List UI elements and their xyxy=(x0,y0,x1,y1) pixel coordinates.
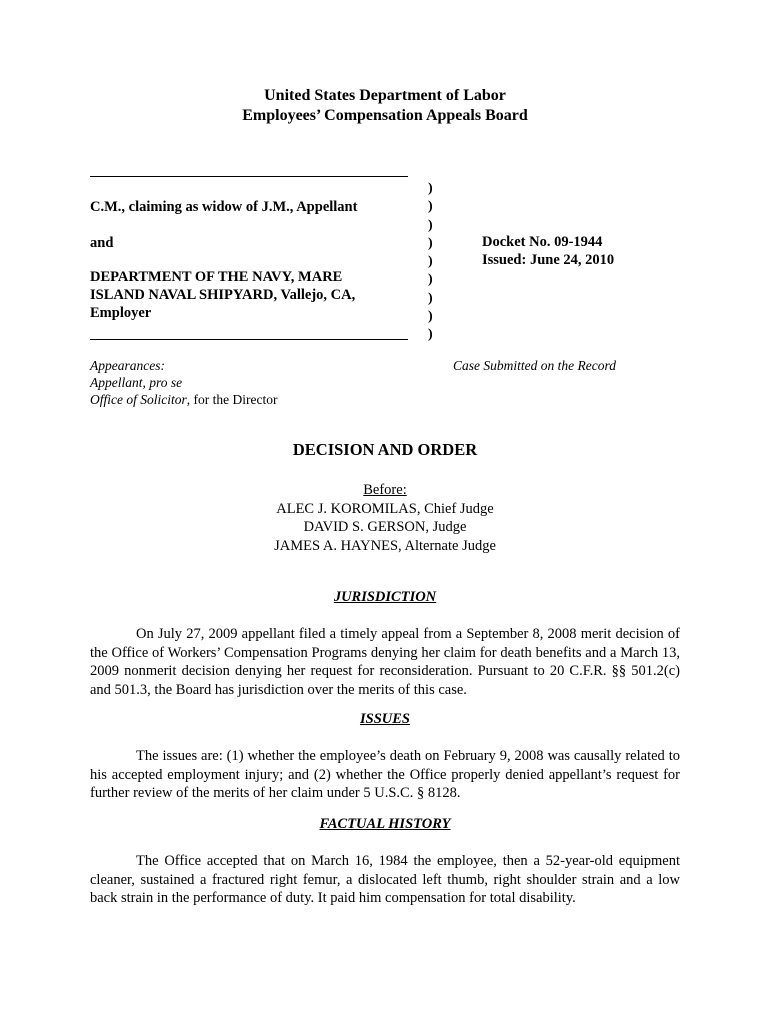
jurisdiction-heading: JURISDICTION xyxy=(333,589,437,605)
caption-employer-line3: Employer xyxy=(90,305,152,321)
appearances-appellant: Appellant, pro se xyxy=(90,375,183,390)
issues-heading: ISSUES xyxy=(360,711,410,727)
jurisdiction-paragraph: On July 27, 2009 appellant filed a timely appeal from a September 8, 2008 merit decision of the Office of Workers’ Compensation Programs denying her claim for death benefits and a March 13, 2009 nonmerit decision denying her request for reconsideration. Pursuant to 20 C.F.R. §§ 501.2(c) and 501.3, the Board has jurisdiction over the merits of this case. xyxy=(90,626,680,698)
paren-2: ) xyxy=(428,199,433,215)
solicitor-role: , for the Director xyxy=(186,392,278,407)
case-submitted-note: Case Submitted on the Record xyxy=(453,358,616,373)
before-block xyxy=(0,481,770,555)
header-agency: United States Department of Labor xyxy=(264,87,506,104)
appearances-solicitor xyxy=(90,391,277,408)
appearances-label: Appearances: xyxy=(90,358,165,373)
factual-history-paragraph: The Office accepted that on March 16, 1984 the employee, then a 52-year-old equipment cleaner, sustained a fractured right femur, a dislocated left thumb, right shoulder strain and a low back strain in the performance of duty. It paid him compensation for total disability. xyxy=(90,853,680,906)
docket-block xyxy=(482,233,614,269)
paren-3: ) xyxy=(428,217,433,233)
caption-parentheses xyxy=(428,180,433,345)
judge-chief: ALEC J. KOROMILAS, Chief Judge xyxy=(276,500,494,517)
header-board: Employees’ Compensation Appeals Board xyxy=(242,107,528,124)
paren-6: ) xyxy=(428,272,433,288)
paren-9: ) xyxy=(428,327,433,343)
caption-top-rule xyxy=(90,176,408,177)
issued-date: Issued: June 24, 2010 xyxy=(482,252,615,268)
factual-history-heading: FACTUAL HISTORY xyxy=(319,816,451,832)
paren-8: ) xyxy=(428,309,433,325)
paren-7: ) xyxy=(428,290,433,306)
docket-number: Docket No. 09-1944 xyxy=(482,234,603,250)
caption-employer xyxy=(90,268,355,322)
before-label: Before: xyxy=(363,482,407,498)
appearances-block xyxy=(90,357,277,408)
decision-title: DECISION AND ORDER xyxy=(292,440,478,459)
caption-employer-line1: DEPARTMENT OF THE NAVY, MARE xyxy=(90,269,343,285)
caption-appellant: C.M., claiming as widow of J.M., Appellant xyxy=(90,199,358,215)
paren-4: ) xyxy=(428,235,433,251)
issues-paragraph: The issues are: (1) whether the employee’s death on February 9, 2008 was causally related to his accepted employment injury; and (2) whether the Office properly denied appellant’s request for further review of the merits of her claim under 5 U.S.C. § 8128. xyxy=(90,748,680,801)
judge-alternate: JAMES A. HAYNES, Alternate Judge xyxy=(274,537,496,554)
caption-bottom-rule xyxy=(90,339,408,340)
paren-5: ) xyxy=(428,254,433,270)
paren-1: ) xyxy=(428,181,433,196)
document-header xyxy=(0,86,770,126)
judge-member: DAVID S. GERSON, Judge xyxy=(303,519,467,535)
caption-employer-line2: ISLAND NAVAL SHIPYARD, Vallejo, CA, xyxy=(90,287,356,303)
caption-and: and xyxy=(90,235,114,251)
solicitor-office: Office of Solicitor xyxy=(90,392,187,407)
